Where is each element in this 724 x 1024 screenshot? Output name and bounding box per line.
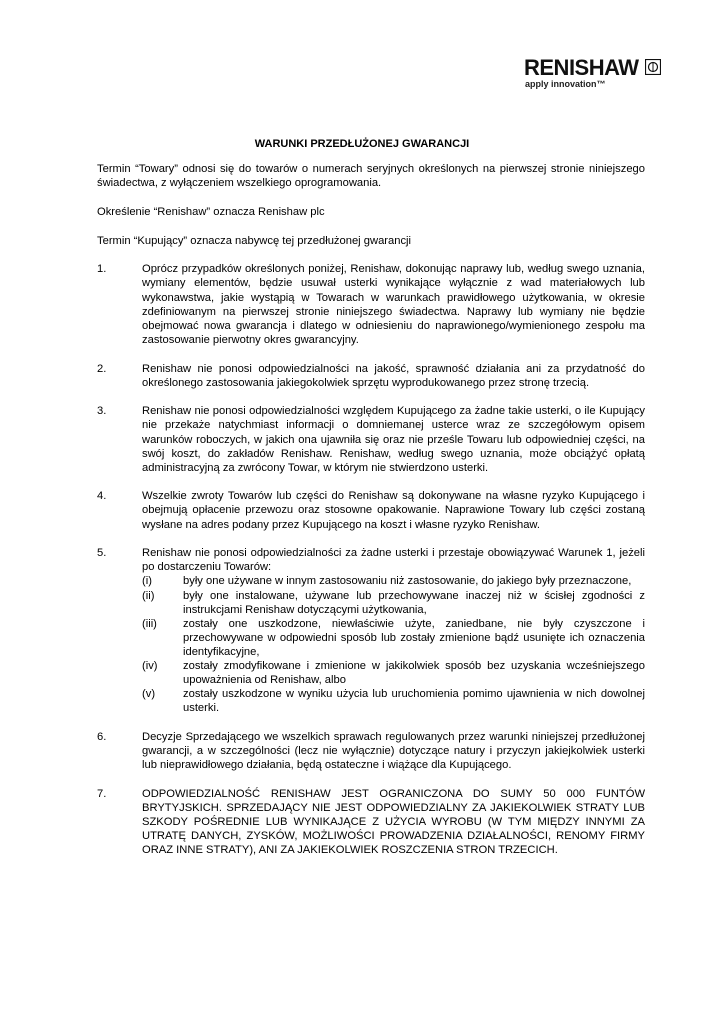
clause-text: Oprócz przypadków określonych poniżej, Renishaw, dokonując naprawy lub, według swego uznania, wymiany elementów, będzie usuwał usterki wynikające wyłącznie z wad materiałowych lub wykonawstwa, jakie wystąpią w Towarach w warunkach prawidłowego użytkowania, w okresie zdefiniowanym na pierwszej stronie niniejszego świadectwa. Naprawy lub wymiany nie będzie obejmować nowa gwarancja i dlatego w odniesieniu do naprawionego/wymienionego zespołu ma zastosowanie pierwotny okres gwarancyjny.	[142, 263, 645, 346]
clause-number: 2.	[97, 362, 107, 375]
clause-5-item-iv	[142, 659, 645, 687]
clause-5-item-ii	[142, 589, 645, 617]
sub-item-number: (v)	[142, 688, 156, 701]
clause-7	[97, 787, 645, 857]
clause-text: Renishaw nie ponosi odpowiedzialności za żadne usterki i przestaje obowiązywać Warunek 1, jeżeli po dostarczeniu Towarów:	[142, 547, 645, 574]
clause-number: 5.	[97, 547, 107, 560]
document-body	[97, 162, 645, 872]
sub-item-number: (iv)	[142, 660, 158, 672]
brand-name: RENISHAW	[524, 55, 639, 80]
renishaw-mark-icon	[645, 59, 661, 75]
clause-5-item-v	[142, 687, 645, 715]
clause-number: 7.	[97, 787, 107, 800]
sub-item-number: (iii)	[142, 617, 157, 630]
clause-number: 4.	[97, 490, 107, 503]
sub-item-number: (i)	[142, 575, 152, 588]
definition-renishaw: Określenie “Renishaw” oznacza Renishaw plc	[97, 206, 325, 219]
clause-number: 6.	[97, 730, 107, 743]
clause-5-item-i	[142, 574, 645, 588]
clause-number: 1.	[97, 263, 107, 276]
document-title: WARUNKI PRZEDŁUŻONEJ GWARANCJI	[254, 138, 470, 150]
sub-item-text: były one instalowane, używane lub przechowywane inaczej niż w ścisłej zgodności z instrukcjami Renishaw dotyczącymi użytkowania,	[183, 589, 645, 616]
definition-towary: Termin “Towary” odnosi się do towarów o numerach seryjnych określonych na pierwszej stronie niniejszego świadectwa, z wyłączeniem wszelkiego oprogramowania.	[97, 163, 645, 190]
clause-1	[97, 262, 645, 347]
definition-kupujacy: Termin “Kupujący” oznacza nabywcę tej przedłużonej gwarancji	[97, 235, 412, 248]
sub-item-text: były one używane w innym zastosowaniu niż zastosowanie, do jakiego były przeznaczone,	[183, 575, 632, 588]
renishaw-logo	[524, 56, 664, 89]
sub-item-text: zostały zmodyfikowane i zmienione w jakikolwiek sposób bez uzyskania wcześniejszego upoważnienia od Renishaw, albo	[183, 660, 645, 687]
clause-text: ODPOWIEDZIALNOŚĆ RENISHAW JEST OGRANICZONA DO SUMY 50 000 FUNTÓW BRYTYJSKICH. SPRZEDAJĄCY NIE JEST ODPOWIEDZIALNY ZA JAKIEKOLWIEK STRATY LUB SZKODY POŚREDNIE LUB WYNIKAJĄCE Z UŻYCIA WYROBU (W TYM MIĘDZY INNYMI ZA UTRATĘ DANYCH, ZYSKÓW, MOŻLIWOŚCI PROWADZENIA DZIAŁALNOŚCI, RENOMY FIRMY ORAZ INNE STRATY), ANI ZA JAKIEKOLWIEK ROSZCZENIA STRON TRZECICH.	[142, 787, 645, 857]
clause-text: Decyzje Sprzedającego we wszelkich sprawach regulowanych przez warunki niniejszej przedłużonej gwarancji, a w szczególności (lecz nie wyłącznie) dotyczące natury i przyczyn jakiejkolwiek usterki lub nieprawidłowego działania, będą ostateczne i wiążące dla Kupującego.	[142, 730, 645, 772]
sub-item-number: (ii)	[142, 589, 155, 602]
brand-tagline: apply innovation™	[525, 79, 606, 89]
clause-text: Renishaw nie ponosi odpowiedzialności na jakość, sprawność działania ani za przydatność do określonego zastosowania jakiegokolwiek sprzętu wyprodukowanego przez stronę trzecią.	[142, 362, 645, 389]
sub-item-text: zostały one uszkodzone, niewłaściwie użyte, zaniedbane, nie były czyszczone i przechowywane w odpowiedni sposób lub zostały zmienione bądź usunięte ich oznaczenia identyfikacyjne,	[183, 617, 645, 658]
clause-text: Wszelkie zwroty Towarów lub części do Renishaw są dokonywane na własne ryzyko Kupującego i obejmują opłacenie przewozu oraz stosowne opakowanie. Naprawione Towary lub części zostaną wysłane na adres podany przez Kupującego na koszt i własne ryzyko Renishaw.	[142, 490, 645, 531]
clause-5-item-iii	[142, 617, 645, 659]
clause-text: Renishaw nie ponosi odpowiedzialności względem Kupującego za żadne takie usterki, o ile Kupujący nie przekaże natychmiast informacji o domniemanej usterce wraz ze szczegółowym opisem warunków roboczych, w jakich ona ujawniła się oraz nie prześle Towaru lub odpowiedniej części, na swój koszt, do zakładów Renishaw. Renishaw, według swego uznania, może obciążyć opłatą administracyjną za zwrócony Towar, w którym nie stwierdzono usterki.	[142, 405, 645, 474]
clause-3	[97, 404, 645, 474]
clause-2	[97, 362, 645, 390]
clause-5	[97, 546, 645, 715]
clause-6	[97, 730, 645, 772]
sub-item-text: zostały uszkodzone w wyniku użycia lub uruchomienia pomimo ujawnienia w nich dowolnej usterki.	[183, 688, 645, 715]
clause-4	[97, 489, 645, 531]
clause-number: 3.	[97, 405, 107, 418]
